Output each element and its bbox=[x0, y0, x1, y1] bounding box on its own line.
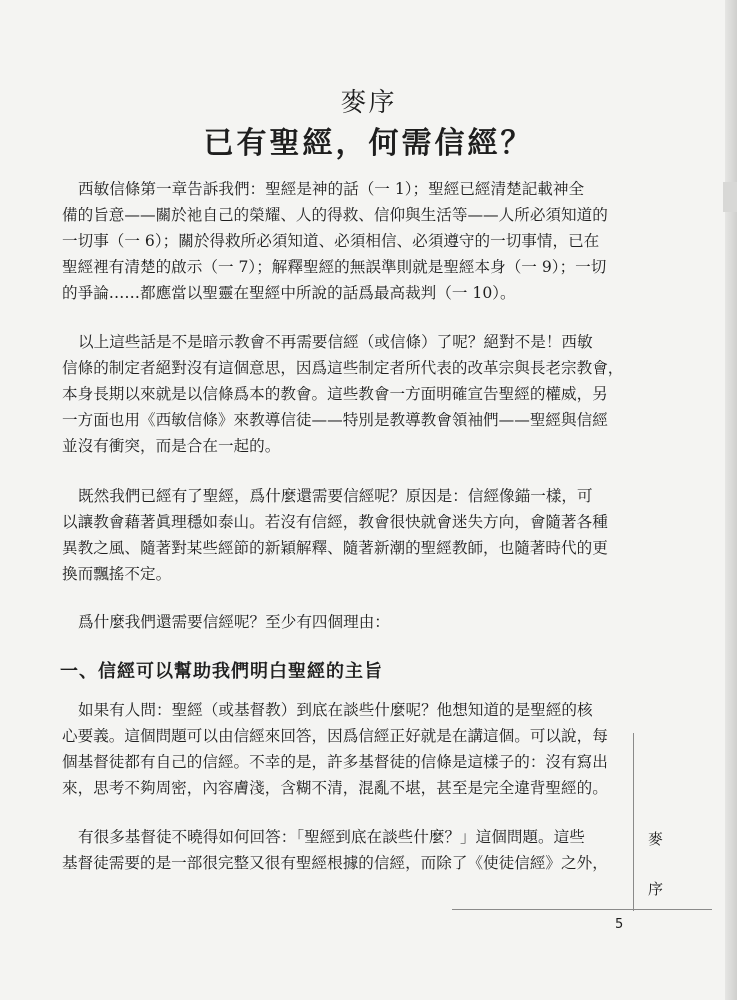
running-header-char-1: 麥 bbox=[648, 830, 664, 848]
paragraph-line: 既然我們已經有了聖經，爲什麼還需要信經呢？原因是：信經像錨一樣，可 bbox=[78, 487, 593, 505]
paragraph-2 bbox=[62, 329, 638, 459]
footer-rule bbox=[452, 909, 712, 910]
paragraph-line: 個基督徒都有自己的信經。不幸的是，許多基督徒的信條是這樣子的：沒有寫出 bbox=[62, 753, 608, 771]
page-number: 5 bbox=[615, 917, 624, 932]
paragraph-line: 換而飄搖不定。 bbox=[62, 565, 172, 583]
paragraph-line: 聖經裡有清楚的啟示（一 7）；解釋聖經的無誤準則就是聖經本身（一 9）；一切 bbox=[62, 258, 607, 276]
paragraph-3 bbox=[62, 483, 638, 587]
paragraph-line: 一切事（一 6）；關於得救所必須知道、必須相信、必須遵守的一切事情，已在 bbox=[62, 232, 600, 250]
section-heading: 一、信經可以幫助我們明白聖經的主旨 bbox=[60, 661, 383, 682]
paragraph-4 bbox=[62, 609, 638, 635]
paragraph-line: 西敏信條第一章告訴我們：聖經是神的話（一 1）；聖經已經清楚記載神全 bbox=[78, 180, 585, 198]
paragraph-line: 以讓教會藉著眞理穩如泰山。若沒有信經，教會很快就會迷失方向，會隨著各種 bbox=[62, 513, 608, 531]
chapter-title: 已有聖經，何需信經？ bbox=[203, 126, 534, 161]
paragraph-line: 如果有人問：聖經（或基督教）到底在談些什麼呢？他想知道的是聖經的核 bbox=[78, 701, 593, 719]
paragraph-line: 本身長期以來就是以信條爲本的教會。這些教會一方面明確宣告聖經的權威，另 bbox=[62, 385, 608, 403]
margin-vertical-rule bbox=[633, 733, 634, 911]
paragraph-line: 基督徒需要的是一部很完整又很有聖經根據的信經，而除了《使徒信經》之外， bbox=[62, 854, 608, 872]
paragraph-5 bbox=[62, 697, 638, 801]
paragraph-6 bbox=[62, 824, 638, 876]
paragraph-line: 信條的制定者絕對沒有這個意思，因爲這些制定者所代表的改革宗與長老宗教會， bbox=[62, 359, 624, 377]
chapter-subtitle: 麥序 bbox=[340, 88, 397, 118]
paragraph-line: 來，思考不夠周密，內容膚淺，含糊不清，混亂不堪，甚至是完全違背聖經的。 bbox=[62, 779, 608, 797]
paragraph-line: 異教之風、隨著對某些經節的新穎解釋、隨著新潮的聖經教師，也隨著時代的更 bbox=[62, 539, 608, 557]
paragraph-line: 爲什麼我們還需要信經呢？至少有四個理由： bbox=[78, 613, 390, 631]
page-edge-tab bbox=[723, 182, 737, 212]
running-header-char-2: 序 bbox=[648, 880, 664, 898]
paragraph-line: 備的旨意——關於祂自己的榮耀、人的得救、信仰與生活等——人所必須知道的 bbox=[62, 206, 608, 224]
paragraph-line: 有很多基督徒不曉得如何回答：「聖經到底在談些什麼？」這個問題。這些 bbox=[78, 828, 585, 846]
paragraph-line: 並沒有衝突，而是合在一起的。 bbox=[62, 437, 281, 455]
paragraph-line: 心要義。這個問題可以由信經來回答，因爲信經正好就是在講這個。可以說，每 bbox=[62, 727, 608, 745]
paragraph-line: 的爭論……都應當以聖靈在聖經中所說的話爲最高裁判（一 10）。 bbox=[62, 284, 516, 302]
paragraph-line: 以上這些話是不是暗示教會不再需要信經（或信條）了呢？絕對不是！西敏 bbox=[78, 333, 593, 351]
paragraph-line: 一方面也用《西敏信條》來教導信徒——特別是教導教會領袖們——聖經與信經 bbox=[62, 411, 608, 429]
paragraph-1 bbox=[62, 176, 638, 306]
